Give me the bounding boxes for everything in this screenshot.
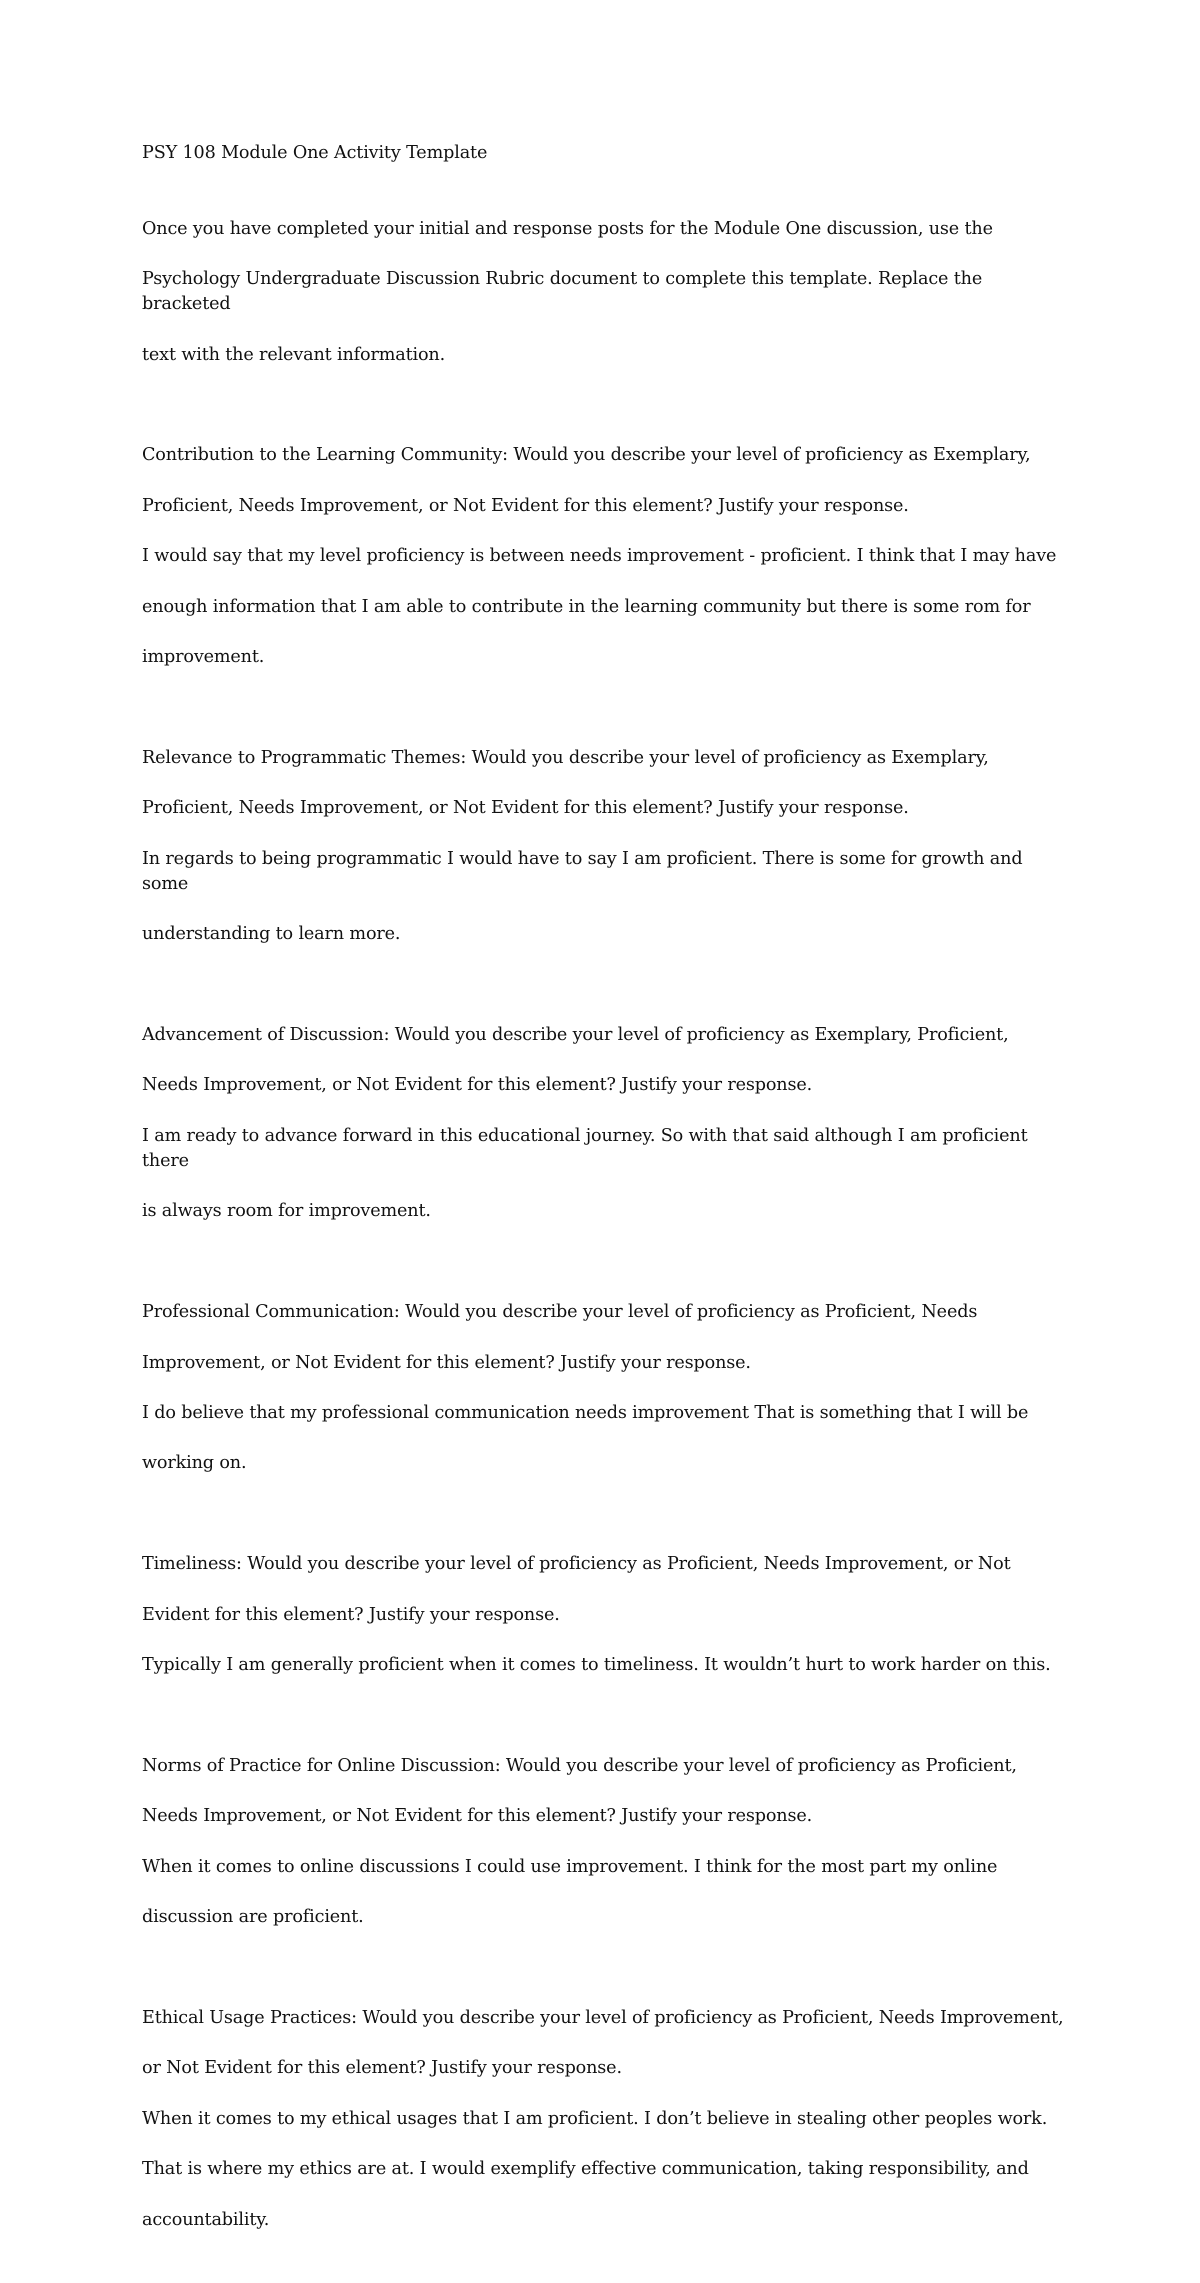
section-line: Relevance to Programmatic Themes: Would you describe your level of proficiency as Exemplary, [142,747,989,768]
section-timeliness [142,1527,1072,1703]
section-line: is always room for improvement. [142,1201,431,1222]
section-line: Timeliness: Would you describe your level of proficiency as Proficient, Needs Improvement, or Not [142,1554,1011,1575]
section-line: Ethical Usage Practices: Would you describe your level of proficiency as Proficient, Needs Improvement, [142,2007,1064,2028]
section-professional-communication [142,1275,1072,1502]
section-advancement-of-discussion [142,998,1072,1250]
section-line: I do believe that my professional communication needs improvement That is something that I will be [142,1403,1029,1424]
section-line: Needs Improvement, or Not Evident for this element? Justify your response. [142,1075,813,1096]
section-line: Advancement of Discussion: Would you describe your level of proficiency as Exemplary, Proficient, [142,1025,1009,1046]
section-line: improvement. [142,647,265,668]
section-line: enough information that I am able to contribute in the learning community but there is some rom for [142,596,1031,617]
section-line: Norms of Practice for Online Discussion: Would you describe your level of proficiency as Proficient, [142,1755,1017,1776]
section-line: or Not Evident for this element? Justify your response. [142,2058,622,2079]
section-line: I would say that my level proficiency is between needs improvement - proficient. I think that I may have [142,546,1057,567]
intro-line: Psychology Undergraduate Discussion Rubric document to complete this template. Replace the bracketed [142,269,983,315]
section-line: I am ready to advance forward in this educational journey. So with that said although I am proficient there [142,1125,1028,1172]
section-line: discussion are proficient. [142,1907,364,1928]
intro-line: Once you have completed your initial and response posts for the Module One discussion, use the [142,218,993,239]
section-line: Typically I am generally proficient when it comes to timeliness. It wouldn’t hurt to work harder on this. [142,1655,1051,1676]
section-ethical-usage [142,1981,1072,2258]
section-line: Needs Improvement, or Not Evident for this element? Justify your response. [142,1806,813,1827]
intro-line: text with the relevant information. [142,344,446,365]
section-line: When it comes to online discussions I could use improvement. I think for the most part my online [142,1856,998,1877]
section-line: Proficient, Needs Improvement, or Not Evident for this element? Justify your response. [142,495,909,516]
section-line: That is where my ethics are at. I would exemplify effective communication, taking responsibility, and [142,2159,1029,2180]
section-online-discussion-norms [142,1729,1072,1956]
section-line: Proficient, Needs Improvement, or Not Evident for this element? Justify your response. [142,798,909,819]
section-line: Evident for this element? Justify your response. [142,1604,560,1625]
document-body [142,141,1072,2283]
section-programmatic-themes [142,721,1072,973]
section-line: Improvement, or Not Evident for this element? Justify your response. [142,1352,751,1373]
section-line: When it comes to my ethical usages that I am proficient. I don’t believe in stealing other peoples work. [142,2108,1048,2129]
section-learning-community [142,418,1072,695]
intro-paragraph [142,191,1072,393]
section-line: accountability. [142,2209,270,2230]
section-line: In regards to being programmatic I would have to say I am proficient. There is some for growth and some [142,848,1023,894]
section-line: Professional Communication: Would you describe your level of proficiency as Proficient, Needs [142,1302,978,1323]
section-line: working on. [142,1453,247,1474]
document-title: PSY 108 Module One Activity Template [142,143,488,163]
section-line: understanding to learn more. [142,924,401,945]
section-line: Contribution to the Learning Community: Would you describe your level of proficiency as Exemplary, [142,445,1031,466]
